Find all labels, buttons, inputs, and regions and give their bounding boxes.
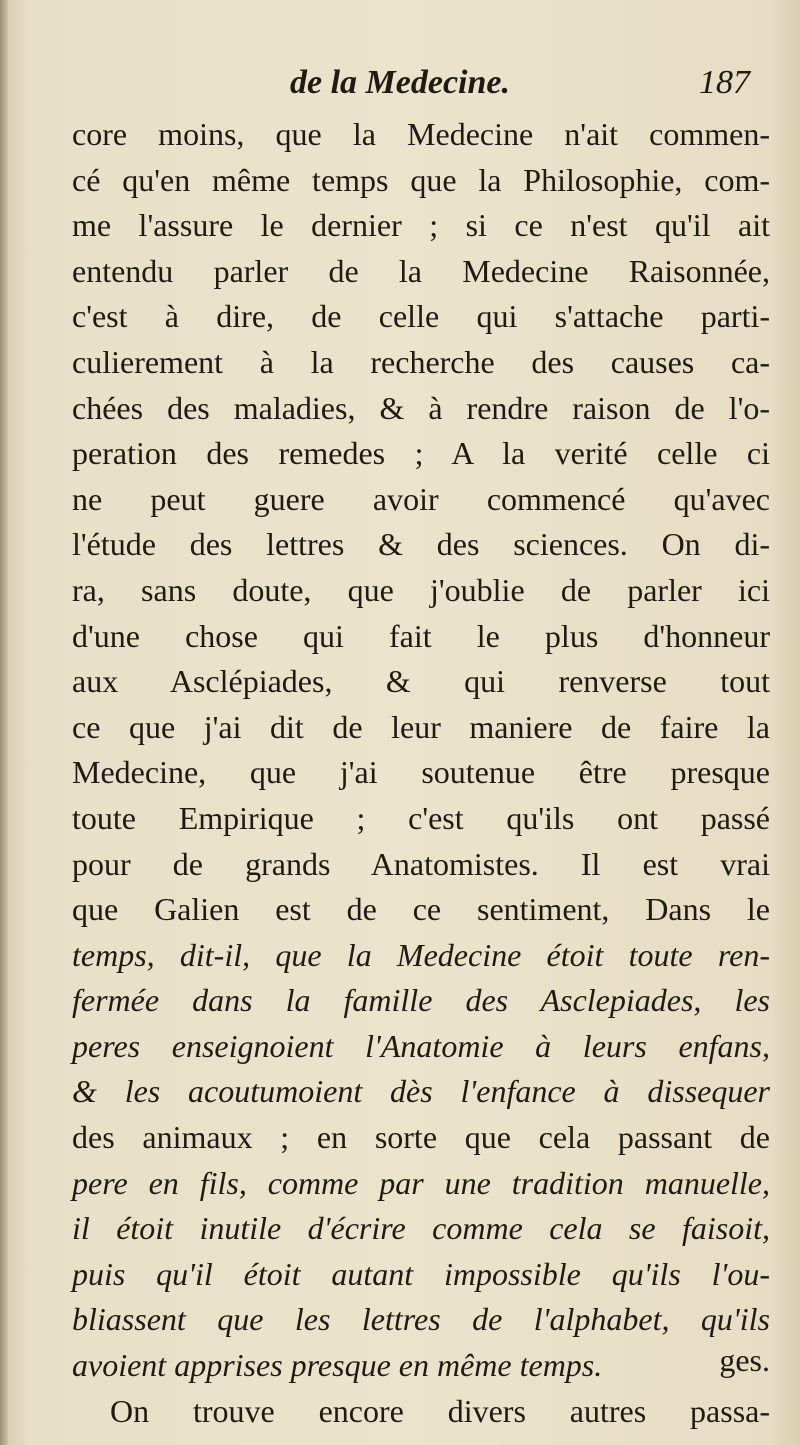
text-line: l'étude des lettres & des sciences. On di- (72, 526, 770, 563)
page-header (70, 64, 750, 114)
text-line: c'est à dire, de celle qui s'attache parti- (72, 298, 770, 335)
body-text (72, 112, 770, 1434)
text-line: entendu parler de la Medecine Raisonnée, (72, 252, 770, 289)
text-line: me l'assure le dernier ; si ce n'est qu'il ait (72, 207, 770, 244)
text-line: temps, dit-il, que la Medecine étoit toute ren- (72, 936, 770, 973)
text-line: puis qu'il étoit autant impossible qu'ils l'ou- (72, 1255, 770, 1292)
text-line: On trouve encore divers autres passa- (110, 1392, 770, 1429)
text-line: fermée dans la famille des Asclepiades, les (72, 982, 770, 1019)
text-line: des animaux ; en sorte que cela passant de (72, 1119, 770, 1156)
page-gutter-shadow (0, 0, 8, 1445)
text-line: que Galien est de ce sentiment, Dans le (72, 891, 770, 928)
catchword: ges. (719, 1342, 770, 1378)
text-line: avoient apprises presque en même temps. (72, 1347, 603, 1384)
text-line: toute Empirique ; c'est qu'ils ont passé (72, 799, 770, 836)
text-line: cé qu'en même temps que la Philosophie, com- (72, 161, 770, 198)
text-line: peration des remedes ; A la verité celle ci (72, 435, 770, 472)
text-line: ra, sans doute, que j'oublie de parler ici (72, 571, 770, 608)
page-number: 187 (699, 64, 750, 101)
text-line: pour de grands Anatomistes. Il est vrai (72, 845, 770, 882)
text-line: ce que j'ai dit de leur maniere de faire la (72, 708, 770, 745)
text-line: peres enseignoient l'Anatomie à leurs enfans, (72, 1027, 770, 1064)
text-line: il étoit inutile d'écrire comme cela se faisoit, (72, 1210, 770, 1247)
text-line: chées des maladies, & à rendre raison de l'o- (72, 389, 770, 426)
text-line: culierement à la recherche des causes ca- (72, 343, 770, 380)
text-line: core moins, que la Medecine n'ait commen- (72, 116, 770, 152)
text-line: bliassent que les lettres de l'alphabet, qu'ils (72, 1301, 770, 1338)
text-line: aux Asclépiades, & qui renverse tout (72, 663, 770, 700)
text-line: Medecine, que j'ai soutenue être presque (72, 754, 770, 791)
text-line: & les acoutumoient dès l'enfance à dissequer (72, 1073, 770, 1110)
text-line: pere en fils, comme par une tradition manuelle, (72, 1164, 770, 1201)
text-line: d'une chose qui fait le plus d'honneur (72, 617, 770, 654)
running-head: de la Medecine. (290, 64, 510, 101)
text-line: ne peut guere avoir commencé qu'avec (72, 480, 770, 517)
